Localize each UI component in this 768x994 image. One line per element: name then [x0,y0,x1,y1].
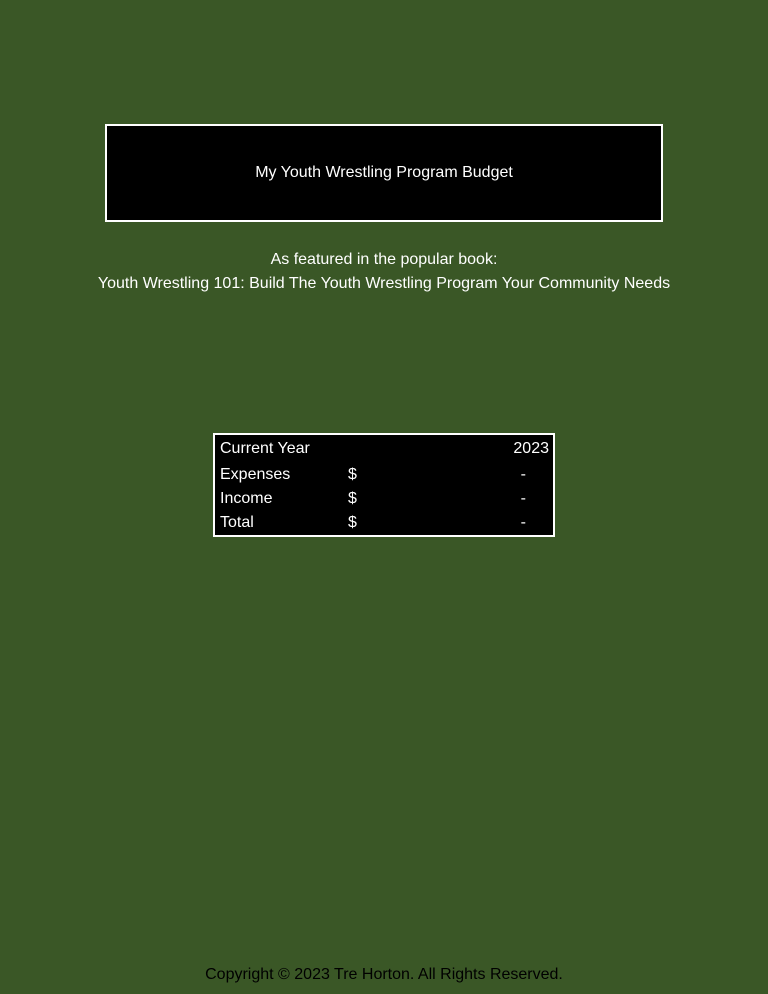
title-box [105,124,663,222]
total-currency: $ [348,514,357,531]
current-year-label: Current Year [220,440,310,457]
featured-text [0,248,768,296]
featured-line-2: Youth Wrestling 101: Build The Youth Wrestling Program Your Community Needs [97,275,671,292]
featured-line-1: As featured in the popular book: [270,251,498,268]
budget-summary-table [213,433,555,537]
copyright-footer: Copyright © 2023 Tre Horton. All Rights Reserved. [205,966,563,983]
total-label: Total [220,514,254,531]
expenses-value: - [520,466,526,483]
page-title: My Youth Wrestling Program Budget [255,164,513,181]
current-year-value: 2023 [513,440,549,457]
current-year-row [215,435,553,463]
expenses-label: Expenses [220,466,291,483]
expenses-row [215,463,553,487]
income-currency: $ [348,490,357,507]
expenses-currency: $ [348,466,357,483]
income-label: Income [220,490,273,507]
income-value: - [520,490,526,507]
income-row [215,487,553,511]
total-row [215,511,553,535]
total-value: - [520,514,526,531]
